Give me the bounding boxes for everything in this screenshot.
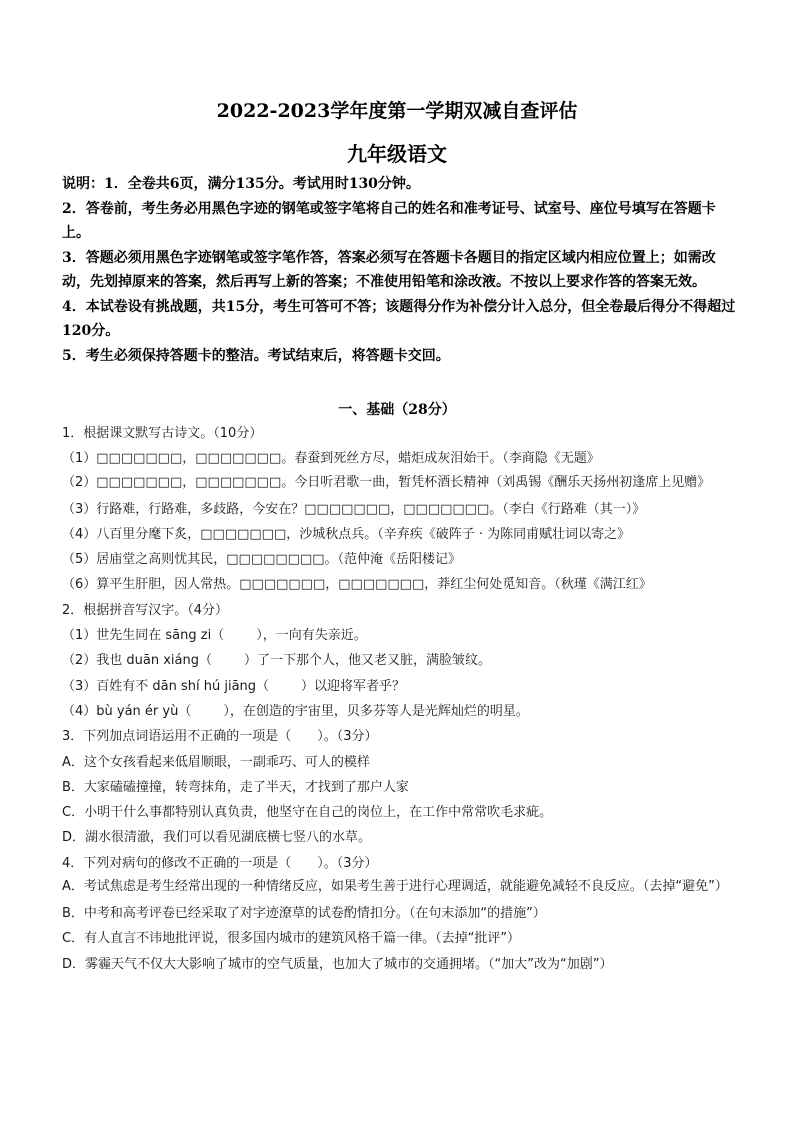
q4-option-c: C．有人直言不讳地批评说，很多国内城市的建筑风格千篇一律。（去掉“批评”） xyxy=(62,931,521,947)
q1-item-1: （1）□□□□□□□，□□□□□□□。春蚕到死丝方尽，蜡炬成灰泪始干。（李商隐《无题》 xyxy=(62,451,600,467)
exam-title: 2022-2023学年度第一学期双减自查评估 xyxy=(216,100,578,122)
q1-item-4: （4）八百里分麾下炙，□□□□□□□，沙城秋点兵。（辛弃疾《破阵子 · 为陈同甫赋壮词以寄之》 xyxy=(62,526,631,542)
q4-option-d: D．雾霾天气不仅大大影响了城市的空气质量，也加大了城市的交通拥堵。（“加大”改为“加剧”） xyxy=(62,956,613,972)
q2-item-1: （1）世先生同在 sāng zi（ ），一向有失亲近。 xyxy=(62,628,367,644)
instruction-5: 5．考生必须保持答题卡的整洁。考试结束后，将答题卡交回。 xyxy=(62,347,450,364)
q1-item-6: （6）算平生肝胆，因人常热。□□□□□□□，□□□□□□□，莽红尘何处觅知音。（秋瑾《满江红》 xyxy=(62,577,652,593)
q4-option-a: A．考试焦虑是考生经常出现的一种情绪反应，如果考生善于进行心理调适，就能避免减轻不良反应。（去掉“避免”） xyxy=(62,879,728,895)
instruction-3: 3．答题必须用黑色字迹钢笔或签字笔作答，答案必须写在答题卡各题目的指定区域内相应位置上；如需改动，先划掉原来的答案，然后再写上新的答案；不准使用铅笔和涂改液。不按以上要求作答的答案无效。 xyxy=(62,249,716,290)
q3-option-d: D．湖水很清澈，我们可以看见湖底横七竖八的水草。 xyxy=(62,830,372,846)
q3-stem: 3．下列加点词语运用不正确的一项是（ ）。（3分） xyxy=(62,729,378,745)
q1-item-2: （2）□□□□□□□，□□□□□□□。今日听君歌一曲，暂凭杯酒长精神（刘禹锡《酬乐天扬州初逢席上见赠》 xyxy=(62,474,711,490)
instruction-4: 4．本试卷设有挑战题，共15分，考生可答可不答；该题得分作为补偿分计入总分，但全卷最后得分不得超过120分。 xyxy=(62,298,736,339)
q3-option-b: B．大家磕磕撞撞，转弯抹角，走了半天，才找到了那户人家 xyxy=(62,779,409,795)
q3-option-c: C．小明干什么事都特别认真负责，他坚守在自己的岗位上，在工作中常常吹毛求疵。 xyxy=(62,805,553,821)
q2-item-2: （2）我也 duān xiáng（ ）了一下那个人，他又老又脏，满脸皱纹。 xyxy=(62,653,492,669)
q2-item-4: （4）bù yán ér yù（ ），在创造的宇宙里，贝多芬等人是光辉灿烂的明星。 xyxy=(62,703,529,719)
questions xyxy=(62,421,738,977)
section-heading: 一、基础（28分） xyxy=(338,402,456,418)
q4-option-b: B．中考和高考评卷已经采取了对字迹潦草的试卷酌情扣分。（在句末添加“的措施”） xyxy=(62,906,546,922)
q1-item-5: （5）居庙堂之高则忧其民，□□□□□□□□。（范仲淹《岳阳楼记》 xyxy=(62,552,462,568)
q1-stem: 1．根据课文默写古诗文。（10分） xyxy=(62,426,263,441)
exam-subject: 九年级语文 xyxy=(347,142,447,166)
instruction-1: 说明：1．全卷共6页，满分135分。考试用时130分钟。 xyxy=(62,176,420,192)
q4-stem: 4．下列对病句的修改不正确的一项是（ ）。（3分） xyxy=(62,855,378,871)
q3-option-a: A．这个女孩看起来低眉顺眼，一副乖巧、可人的模样 xyxy=(62,754,370,770)
instructions xyxy=(62,172,738,368)
instruction-2: 2．答卷前，考生务必用黑色字迹的钢笔或签字笔将自己的姓名和准考证号、试室号、座位号填写在答题卡上。 xyxy=(62,200,716,241)
q2-item-3: （3）百姓有不 dān shí hú jiāng（ ）以迎将军者乎？ xyxy=(62,678,406,694)
q1-item-3: （3）行路难，行路难，多歧路，今安在？□□□□□□□，□□□□□□□。（李白《行路难（其一）》 xyxy=(62,501,646,517)
q2-stem: 2．根据拼音写汉字。（4分） xyxy=(62,602,229,618)
